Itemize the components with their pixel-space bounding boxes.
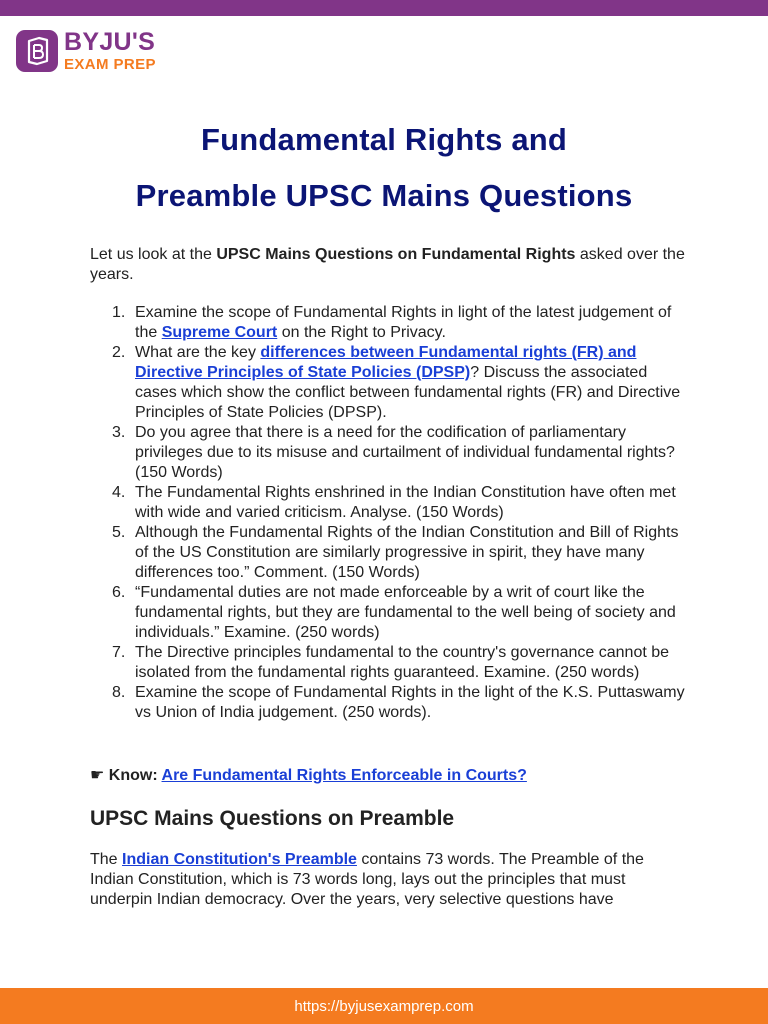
list-item xyxy=(90,343,690,423)
list-item-text: Examine the scope of Fundamental Rights in the light of the K.S. Puttaswamy vs Union of India judgement. (250 words). xyxy=(135,684,685,721)
list-item xyxy=(90,643,690,683)
list-item-text: Examine the scope of Fundamental Rights in light of the latest judgement of the xyxy=(135,304,672,341)
byjus-logo-icon xyxy=(16,30,58,72)
byjus-logo[interactable] xyxy=(16,28,156,74)
logo-brand-name: BYJU'S xyxy=(64,28,156,56)
list-item-number: 5. xyxy=(112,524,126,541)
list-item-number: 1. xyxy=(112,304,126,321)
list-item-number: 7. xyxy=(112,644,126,661)
list-item-text: ? Discuss the associated cases which show the conflict between fundamental rights (FR) and Directive Principles of State Policies (DPSP). xyxy=(135,364,681,421)
list-item-text: Although the Fundamental Rights of the Indian Constitution and Bill of Rights of the US Constitution are similarly progressive in spirit, they have many differences too.” Comment. (150 Words) xyxy=(135,524,679,581)
list-item xyxy=(90,523,690,583)
list-item-text: What are the key xyxy=(135,344,261,361)
page-title-line-1: Fundamental Rights and xyxy=(200,122,568,157)
constitution-preamble-link[interactable]: Indian Constitution's Preamble xyxy=(122,851,357,868)
page-title xyxy=(60,112,708,224)
page-title-line-2: Preamble UPSC Mains Questions xyxy=(135,178,633,213)
list-item-text: “Fundamental duties are not made enforceable by a writ of court like the fundamental rights, but they are fundamental to the well being of society and individuals.” Examine. (250 words) xyxy=(135,584,676,641)
intro-paragraph xyxy=(90,245,690,285)
intro-text-pre: Let us look at the xyxy=(90,246,217,263)
know-more-line xyxy=(90,766,527,786)
supreme-court-link[interactable]: Supreme Court xyxy=(161,324,278,341)
logo-brand-sub: EXAM PREP xyxy=(64,56,156,73)
know-label: ☛ Know: xyxy=(90,767,162,784)
list-item xyxy=(90,423,690,483)
fr-enforceable-link[interactable]: Are Fundamental Rights Enforceable in Courts? xyxy=(161,767,527,784)
list-item-number: 3. xyxy=(112,424,126,441)
list-item-number: 8. xyxy=(112,684,126,701)
questions-list xyxy=(90,303,690,723)
preamble-heading: UPSC Mains Questions on Preamble xyxy=(90,807,455,830)
list-item-text: The Fundamental Rights enshrined in the Indian Constitution have often met with wide and varied criticism. Analyse. (150 Words) xyxy=(135,484,676,521)
list-item-number: 2. xyxy=(112,344,126,361)
list-item xyxy=(90,483,690,523)
list-item-number: 6. xyxy=(112,584,126,601)
fr-vs-dpsp-link[interactable]: differences between Fundamental rights (FR) and Directive Principles of State Policies (DPSP) xyxy=(135,344,637,381)
preamble-text-post: contains 73 words. The Preamble of the Indian Constitution, which is 73 words long, lays out the principles that must underpin Indian democracy. Over the years, very selective questions have xyxy=(90,851,644,908)
footer-bar xyxy=(0,988,768,1024)
intro-text-post: asked over the years. xyxy=(90,246,685,283)
preamble-paragraph xyxy=(90,850,690,910)
top-brand-bar xyxy=(0,0,768,16)
list-item-number: 4. xyxy=(112,484,126,501)
list-item xyxy=(90,583,690,643)
footer-url-link[interactable]: https://byjusexamprep.com xyxy=(294,997,474,1015)
list-item xyxy=(90,683,690,723)
preamble-text-pre: The xyxy=(90,851,123,868)
list-item-text: The Directive principles fundamental to the country's governance cannot be isolated from the fundamental rights guaranteed. Examine. (250 words) xyxy=(135,644,670,681)
intro-text-bold: UPSC Mains Questions on Fundamental Rights xyxy=(216,246,576,263)
list-item-text: Do you agree that there is a need for the codification of parliamentary privileges due to its misuse and curtailment of individual fundamental rights? (150 Words) xyxy=(135,424,675,481)
list-item xyxy=(90,303,690,343)
list-item-text: on the Right to Privacy. xyxy=(277,324,446,341)
